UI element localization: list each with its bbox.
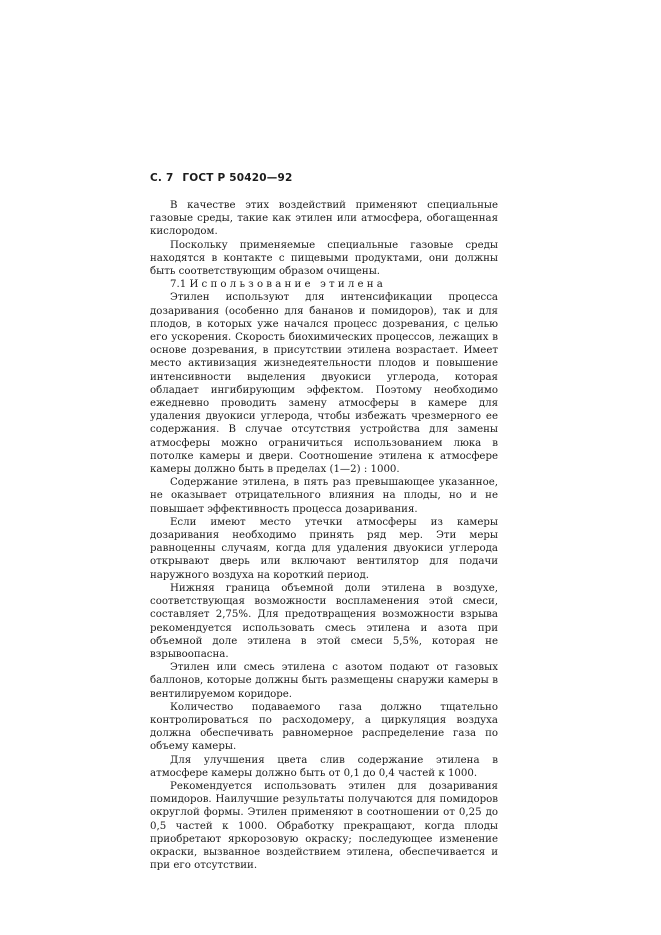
paragraph: Если имеют место утечки атмосферы из камеры дозаривания необходимо принять ряд мер. Эти меры равноценны случаям, когда для удаления двуокиси углерода открывают дверь или включают вентилятор для подачи наружного воздуха на короткий период. <box>150 516 498 581</box>
paragraph: Этилен используют для интенсификации процесса дозаривания (особенно для бананов и помидоров), так и для плодов, в которых уже начался процесс дозревания, с целью его ускорения. Скорость биохимических процессов, лежащих в основе дозревания, в присутствии этилена возрастает. Имеет место активизация жизнедеятельности плодов и повышение интенсивности выделения двуокиси углерода, которая обладает ингибирующим эффектом. Поэтому необходимо ежедневно проводить замену атмосферы в камере для удаления двуокиси углерода, чтобы избежать чрезмерного ее содержания. В случае отсутствия устройства для замены атмосферы можно ограничиться использованием люка в потолке камеры и двери. Соотношение этилена к атмосфере камеры должно быть в пределах (1—2) : 1000. <box>150 292 498 476</box>
paragraph: Этилен или смесь этилена с азотом подают от газовых баллонов, которые должны быть размещены снаружи камеры в вентилируемом коридоре. <box>150 662 498 700</box>
section-heading <box>150 278 498 291</box>
page-header <box>150 172 297 184</box>
paragraph: Содержание этилена, в пять раз превышающее указанное, не оказывает отрицательного влияния на плоды, но и не повышает эффективность процесса дозаривания. <box>150 477 498 515</box>
paragraph: Количество подаваемого газа должно тщательно контролироваться по расходомеру, а циркуляция воздуха должна обеспечивать равномерное распределение газа по объему камеры. <box>150 701 498 753</box>
document-body <box>150 199 498 872</box>
paragraph: Нижняя граница объемной доли этилена в воздухе, соответствующая возможности воспламенения этой смеси, составляет 2,75%. Для предотвращения возможности взрыва рекомендуется использовать смесь этилена и азота при объемной доле этилена в этой смеси 5,5%, которая не взрывоопасна. <box>150 582 498 660</box>
page-number: С. 7 <box>150 172 174 184</box>
paragraph: Поскольку применяемые специальные газовые среды находятся в контакте с пищевыми продуктами, они должны быть соответствующим образом очищены. <box>150 239 498 278</box>
paragraph: В качестве этих воздействий применяют специальные газовые среды, такие как этилен или атмосфера, обогащенная кислородом. <box>150 200 498 238</box>
section-title: Использование этилена <box>189 279 387 291</box>
section-number: 7.1 <box>170 279 187 291</box>
document-code: ГОСТ Р 50420—92 <box>182 172 293 184</box>
paragraph: Для улучшения цвета слив содержание этилена в атмосфере камеры должно быть от 0,1 до 0,4 частей к 1000. <box>150 754 498 779</box>
paragraph: Рекомендуется использовать этилен для дозаривания помидоров. Наилучшие результаты получаются для помидоров округлой формы. Этилен применяют в соотношении от 0,25 до 0,5 частей к 1000. Обработку прекращают, когда плоды приобретают яркорозовую окраску; последующее изменение окраски, вызванное воздействием этилена, обеспечивается и при его отсутствии. <box>150 780 498 872</box>
